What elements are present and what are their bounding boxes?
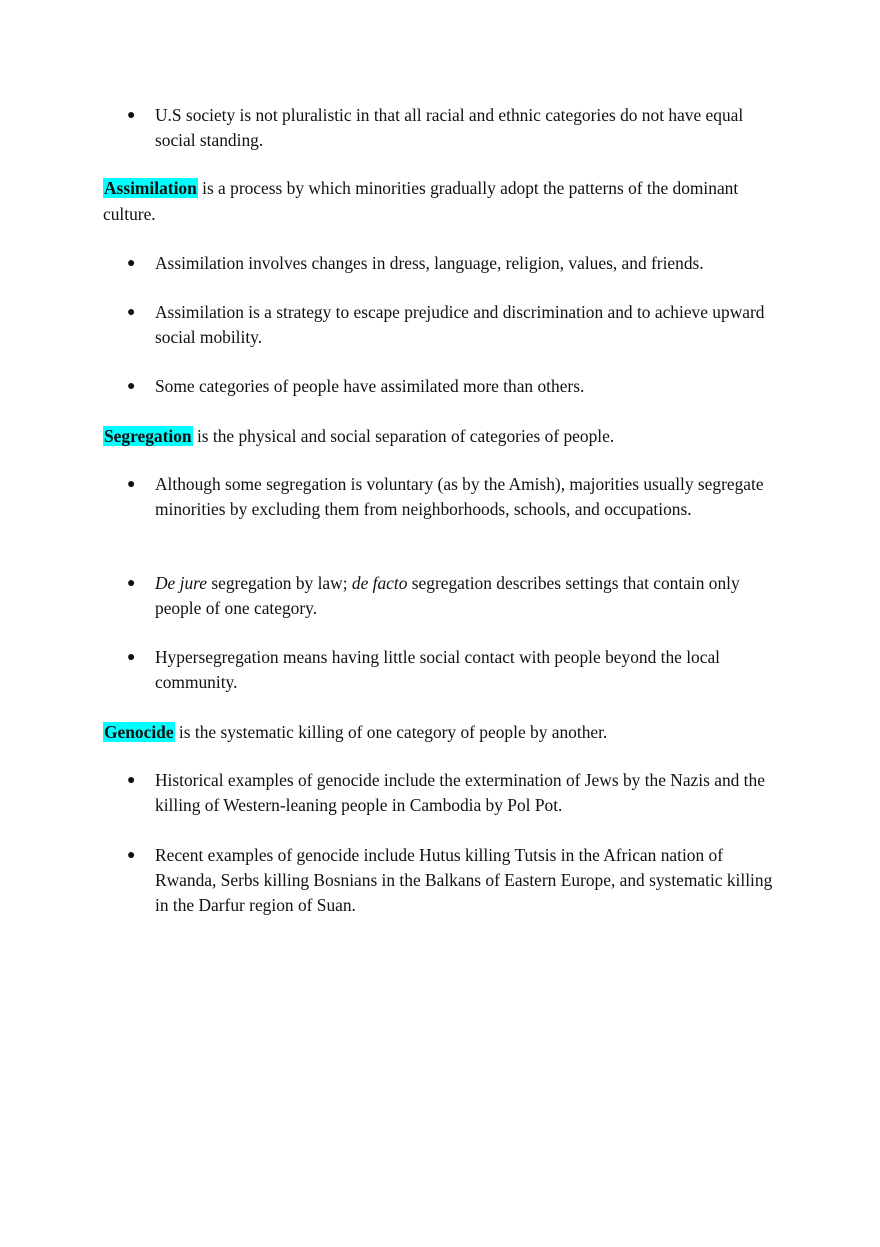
intro-bullet-text: U.S society is not pluralistic in that all racial and ethnic categories do not have equal social standing. — [155, 105, 744, 150]
bullet-text: Recent examples of genocide include Hutus killing Tutsis in the African nation of Rwanda, Serbs killing Bosnians in the Balkans of Eastern Europe, and systematic killing in the Darfur region of Suan. — [155, 845, 773, 915]
genocide-definition-text: is the systematic killing of one category of people by another. — [174, 722, 608, 742]
genocide-term: Genocide — [104, 722, 174, 742]
assimilation-bullet-1 — [127, 251, 780, 276]
bullet-text: Historical examples of genocide include the extermination of Jews by the Nazis and the killing of Western-leaning people in Cambodia by Pol Pot. — [155, 770, 765, 815]
assimilation-term: Assimilation — [104, 178, 197, 198]
bullet-icon: ● — [127, 305, 136, 320]
bullet-text: segregation by law; — [207, 573, 352, 593]
bullet-icon: ● — [127, 379, 136, 394]
segregation-definition-text: is the physical and social separation of categories of people. — [192, 426, 615, 446]
segregation-definition — [103, 423, 783, 449]
bullet-icon: ● — [127, 108, 136, 123]
assimilation-definition-text: is a process by which minorities gradually adopt the patterns of the dominant culture. — [103, 178, 739, 224]
segregation-bullet-2 — [127, 571, 780, 621]
genocide-bullet-2 — [127, 843, 780, 918]
bullet-text: Although some segregation is voluntary (as by the Amish), majorities usually segregate minorities by excluding them from neighborhoods, schools, and occupations. — [155, 474, 764, 519]
bullet-icon: ● — [127, 576, 136, 591]
genocide-bullet-1 — [127, 768, 780, 818]
bullet-text: Hypersegregation means having little social contact with people beyond the local community. — [155, 647, 721, 692]
assimilation-definition — [103, 175, 783, 227]
bullet-text: Some categories of people have assimilated more than others. — [155, 376, 585, 396]
bullet-text: Assimilation is a strategy to escape prejudice and discrimination and to achieve upward social mobility. — [155, 302, 765, 347]
de-facto-term: de facto — [351, 573, 408, 593]
bullet-icon: ● — [127, 773, 136, 788]
bullet-icon: ● — [127, 256, 136, 271]
bullet-icon: ● — [127, 477, 136, 492]
intro-bullet — [127, 103, 780, 153]
segregation-term: Segregation — [104, 426, 192, 446]
bullet-icon: ● — [127, 650, 136, 665]
bullet-text: Assimilation involves changes in dress, language, religion, values, and friends. — [155, 253, 704, 273]
assimilation-bullet-3 — [127, 374, 780, 399]
bullet-icon: ● — [127, 848, 136, 863]
de-jure-term: De jure — [155, 573, 207, 593]
segregation-bullet-3 — [127, 645, 780, 695]
genocide-definition — [103, 719, 783, 745]
assimilation-bullet-2 — [127, 300, 780, 350]
segregation-bullet-1 — [127, 472, 780, 522]
bullet-text: segregation describes settings that contain only people of one category. — [155, 573, 740, 618]
